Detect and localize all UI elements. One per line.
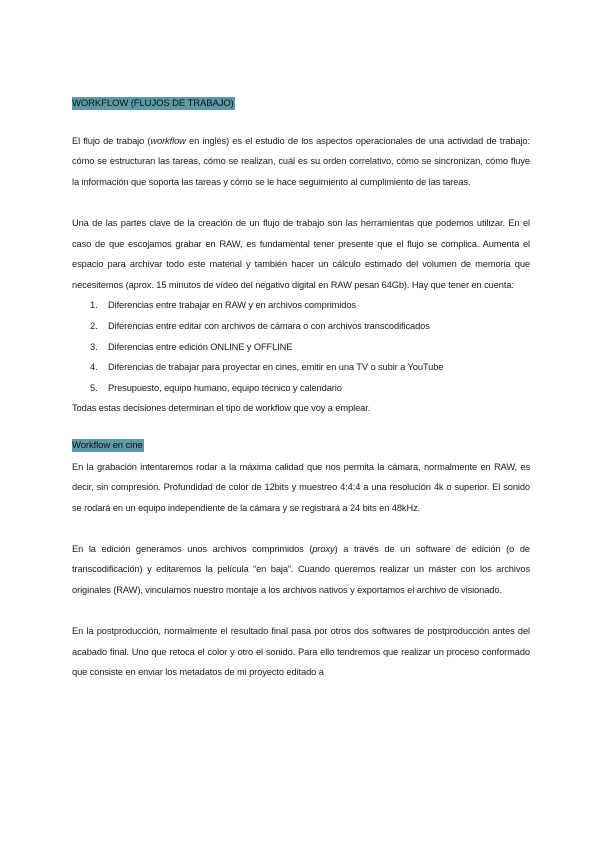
document-body xyxy=(72,93,530,683)
list-item xyxy=(72,337,530,358)
list-item xyxy=(72,357,530,378)
term-proxy: proxy xyxy=(312,543,335,554)
list-item xyxy=(72,378,530,399)
paragraph-postproduction: En la postproducción, normalmente el resultado final pasa por otros dos softwares de postproducción antes del acabado final. Uno que retoca el color y otro el sonido. Para ello tendremos que realizar un proceso conformado que consiste en enviar los metadatos de mi proyecto editado a xyxy=(72,626,530,678)
list-number: 4. xyxy=(90,362,98,373)
section-heading-cine-wrap xyxy=(72,435,530,457)
term-workflow: workflow xyxy=(150,135,186,146)
paragraph-editing-start: En la edición generamos unos archivos comprimidos ( xyxy=(72,543,313,554)
section-heading-workflow-wrap xyxy=(72,93,530,115)
paragraph-editing-rest: ) a través de un software de edición (o de transcodificación) y editaremos la película “en baja”. Cuando queremos realizar un máster con los archivos originales (RAW), vinculamos nuestro montaje a los archivos nativos y exportamos el archivo de visionado. xyxy=(72,543,530,596)
section-heading-cine: Workflow en cine xyxy=(72,439,143,451)
paragraph-definition xyxy=(72,131,530,193)
list-number: 2. xyxy=(90,320,98,331)
list-text: Diferencias de trabajar para proyectar en cines, emitir en una TV o subir a YouTube xyxy=(108,362,444,373)
considerations-list xyxy=(72,295,530,398)
list-text: Diferencias entre editar con archivos de cámara o con archivos transcodificados xyxy=(108,320,430,331)
paragraph-closing: Todas estas decisiones determinan el tipo de workflow que voy a emplear. xyxy=(72,403,371,414)
section-heading-workflow: WORKFLOW (FLUJOS DE TRABAJO) xyxy=(72,98,234,109)
list-number: 3. xyxy=(90,341,98,352)
list-number: 1. xyxy=(90,300,98,311)
list-text: Diferencias entre trabajar en RAW y en archivos comprimidos xyxy=(108,300,356,311)
paragraph-definition-rest: en inglés) es el estudio de los aspectos operacionales de una actividad de trabajo: cómo se estructuran las tareas, cómo se realizan, cuál es su orden correlativo, cómo se sincronizan, cómo fluye la información que soporta las tareas y cómo se le hace seguimiento al cumplimiento de las tareas. xyxy=(72,135,530,187)
paragraph-tools: Una de las partes clave de la creación de un flujo de trabajo son las herramientas que podemos utilizar. En el caso de que escojamos grabar en RAW, es fundamental tener presente que el flujo se complica. Aumenta el espacio para archivar todo este material y también hacer un cálculo estimado del volumen de memoria que necesitemos (aprox. 15 minutos de vídeo del negativo digital en RAW pesan 64Gb). Hay que tener en cuenta: xyxy=(72,217,530,290)
paragraph-editing xyxy=(72,539,530,601)
paragraph-definition-start: El flujo de trabajo ( xyxy=(72,135,151,146)
list-item xyxy=(72,316,530,337)
list-number: 5. xyxy=(90,382,98,393)
list-text: Diferencias entre edición ONLINE y OFFLINE xyxy=(108,341,293,352)
paragraph-recording: En la grabación intentaremos rodar a la máxima calidad que nos permita la cámara, normalmente en RAW, es decir, sin compresión. Profundidad de color de 12bits y muestreo 4:4:4 a una resolución 4k o superior. El sonido se rodará en un equipo independiente de la cámara y se registrará a 24 bits en 48kHz. xyxy=(72,461,530,513)
list-text: Presupuesto, equipo humano, equipo técnico y calendario xyxy=(108,382,342,393)
list-item xyxy=(72,295,530,316)
